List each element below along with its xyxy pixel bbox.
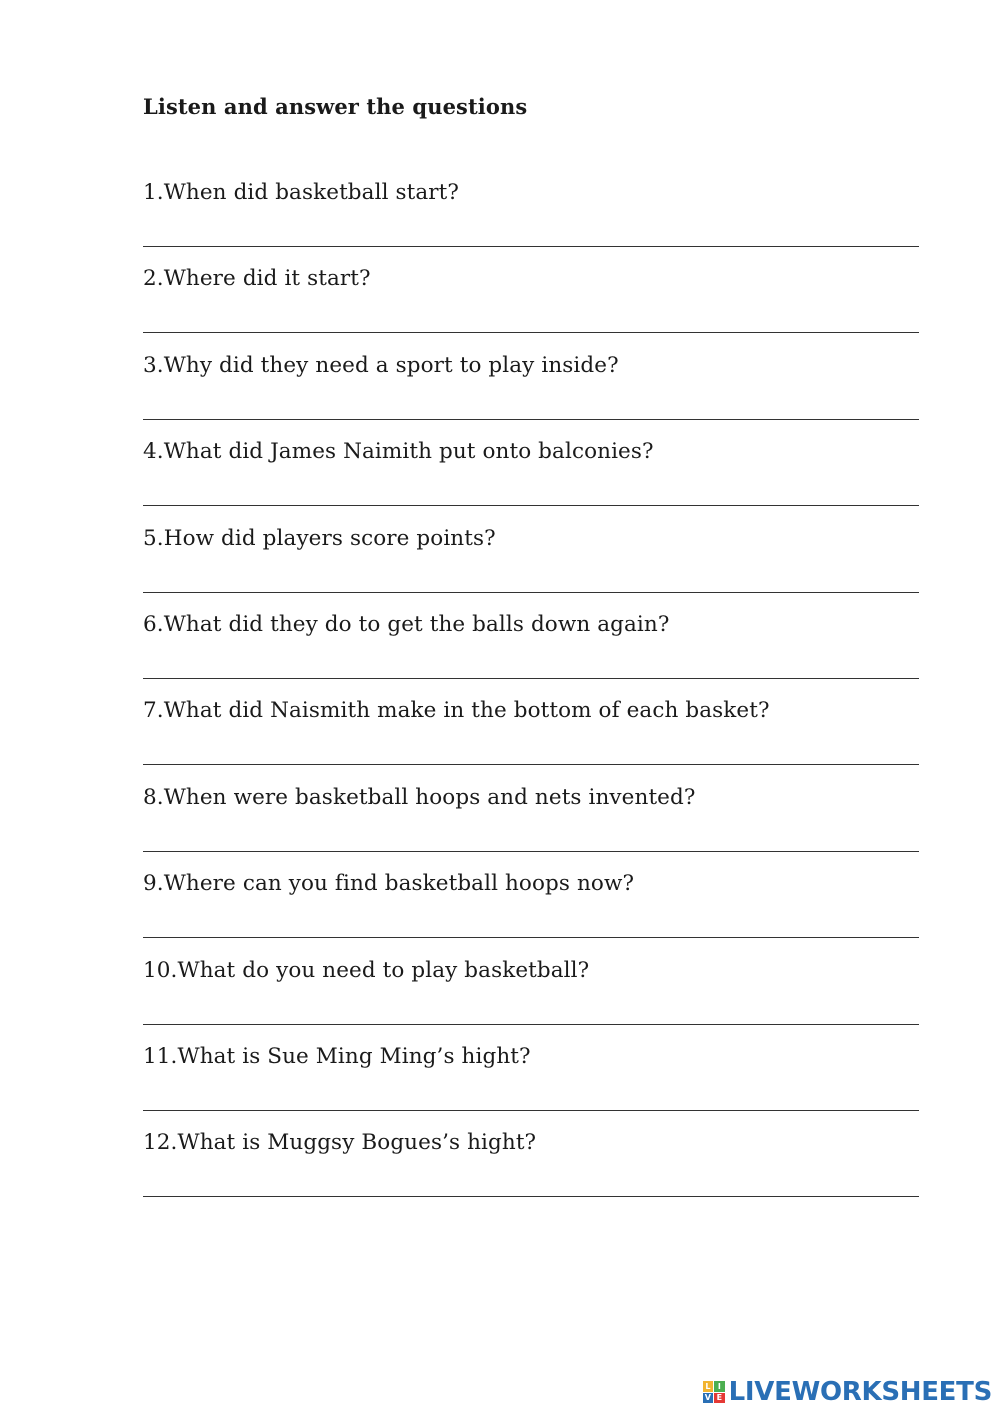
question-item: [143, 612, 919, 698]
question-item: [143, 353, 919, 439]
question-text: 2.Where did it start?: [143, 266, 371, 292]
question-text: 10.What do you need to play basketball?: [143, 957, 590, 983]
question-item: [143, 526, 919, 612]
logo-tile: E: [714, 1393, 725, 1404]
question-text: 3.Why did they need a sport to play inside?: [143, 352, 619, 378]
answer-line[interactable]: [143, 419, 919, 420]
question-text: 5.How did players score points?: [143, 525, 496, 551]
question-item: [143, 1130, 919, 1216]
question-item: [143, 266, 919, 352]
logo-tile: L: [703, 1381, 714, 1392]
answer-line[interactable]: [143, 678, 919, 679]
question-item: [143, 439, 919, 525]
logo-tile: V: [703, 1393, 714, 1404]
question-item: [143, 180, 919, 266]
answer-line[interactable]: [143, 592, 919, 593]
answer-line[interactable]: [143, 332, 919, 333]
question-text: 7.What did Naismith make in the bottom of each basket?: [143, 698, 770, 724]
question-item: [143, 1044, 919, 1130]
question-item: [143, 698, 919, 784]
question-text: 1.When did basketball start?: [143, 180, 460, 205]
answer-line[interactable]: [143, 1196, 919, 1197]
logo-tile: I: [714, 1381, 725, 1392]
question-item: [143, 958, 919, 1044]
answer-line[interactable]: [143, 505, 919, 506]
worksheet-title: Listen and answer the questions: [143, 94, 528, 119]
liveworksheets-icon: [703, 1381, 725, 1403]
answer-line[interactable]: [143, 851, 919, 852]
logo-text: LIVEWORKSHEETS: [728, 1377, 992, 1407]
answer-line[interactable]: [143, 937, 919, 938]
question-item: [143, 871, 919, 957]
answer-line[interactable]: [143, 764, 919, 765]
question-text: 8.When were basketball hoops and nets invented?: [143, 784, 696, 810]
answer-line[interactable]: [143, 1024, 919, 1025]
question-text: 4.What did James Naimith put onto balconies?: [143, 439, 654, 465]
question-text: 12.What is Muggsy Bogues’s hight?: [143, 1130, 537, 1156]
question-text: 9.Where can you find basketball hoops now?: [143, 871, 635, 897]
answer-line[interactable]: [143, 1110, 919, 1111]
answer-line[interactable]: [143, 246, 919, 247]
question-text: 11.What is Sue Ming Ming’s hight?: [143, 1043, 531, 1069]
question-text: 6.What did they do to get the balls down again?: [143, 611, 670, 637]
question-list: [143, 180, 919, 1217]
liveworksheets-logo: [703, 1377, 992, 1407]
question-item: [143, 785, 919, 871]
